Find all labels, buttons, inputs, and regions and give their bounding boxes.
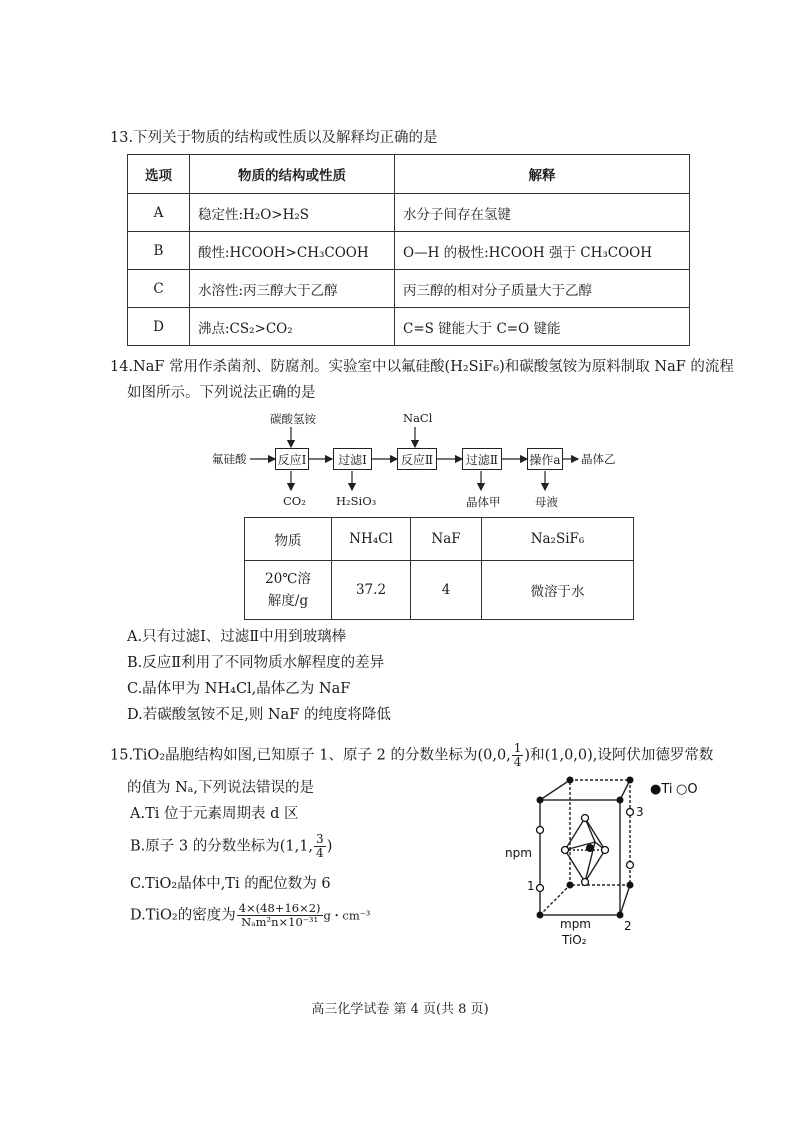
label-mpm: mpm: [560, 917, 591, 931]
q13-stem: 13.下列关于物质的结构或性质以及解释均正确的是: [110, 130, 438, 146]
ti-atom: [617, 797, 624, 804]
q14-header-naf: NaF: [411, 518, 482, 561]
q13-property-cell: 水溶性:丙三醇大于乙醇: [190, 270, 395, 308]
flow-output-h2sio3: H₂SiO₃: [336, 494, 377, 508]
fraction-numerator: 4×(48+16×2): [238, 901, 321, 915]
q13-explanation-cell: C=S 键能大于 C=O 键能: [395, 308, 690, 346]
q14-row-label-line1: 20℃溶: [265, 571, 311, 587]
flow-input-nacl: NaCl: [403, 411, 433, 425]
o-atom: [562, 847, 569, 854]
fraction-denominator: Nₐm²n×10⁻³¹: [241, 915, 319, 929]
label-npm: npm: [505, 846, 532, 860]
q15-stem-fraction: [512, 742, 524, 769]
q15-option-b-fraction: [314, 833, 326, 860]
flow-end-label: 晶体乙: [581, 452, 616, 466]
flow-box-operation-a: 操作a: [527, 448, 563, 470]
flow-box-filter2: 过滤Ⅱ: [462, 448, 502, 470]
q14-header-na2sif6: Na₂SiF₆: [482, 518, 634, 561]
flow-output-co2: CO₂: [283, 494, 306, 508]
q15-option-b-part-b: ): [326, 838, 333, 855]
o-atom: [537, 885, 544, 892]
o-atom: [627, 809, 634, 816]
q15-stem-line1: [110, 742, 713, 769]
q15-stem-line2: 的值为 Nₐ,下列说法错误的是: [127, 780, 314, 796]
q13-explanation-cell: 水分子间存在氢键: [395, 194, 690, 232]
ti-atom: [617, 912, 624, 919]
q13-option-cell: B: [128, 232, 190, 270]
cell-edge: [540, 885, 570, 915]
q14-value-na2sif6: 微溶于水: [482, 561, 634, 620]
label-atom-2: 2: [624, 919, 632, 933]
q13-property-cell: 稳定性:H₂O>H₂S: [190, 194, 395, 232]
q14-stem-line2: 如图所示。下列说法正确的是: [127, 385, 316, 401]
q14-stem-line1: 14.NaF 常用作杀菌剂、防腐剂。实验室中以氟硅酸(H₂SiF₆)和碳酸氢铵为原料制取 NaF 的流程: [110, 359, 734, 375]
q14-value-nh4cl: 37.2: [332, 561, 411, 620]
legend-o: ○O: [676, 782, 698, 797]
cell-edge: [620, 885, 630, 915]
label-atom-1: 1: [527, 879, 535, 893]
o-atom: [582, 815, 589, 822]
q13-option-cell: D: [128, 308, 190, 346]
q14-header-substance: 物质: [245, 518, 332, 561]
o-atom: [537, 827, 544, 834]
cell-front-face: [540, 800, 620, 915]
q13-header-explanation: 解释: [395, 155, 690, 194]
fraction-numerator: 3: [316, 832, 324, 846]
q14-option-d: D.若碳酸氢铵不足,则 NaF 的纯度将降低: [127, 707, 391, 723]
cell-edge: [540, 780, 570, 800]
table-row: [245, 561, 634, 620]
ti-atom: [567, 882, 574, 889]
o-atom: [627, 862, 634, 869]
flow-box-reaction1: 反应Ⅰ: [275, 448, 309, 470]
page-footer: 高三化学试卷 第 4 页(共 8 页): [311, 1002, 489, 1017]
q15-option-b-part-a: B.原子 3 的分数坐标为(1,1,: [130, 838, 314, 855]
q13-property-cell: 酸性:HCOOH>CH₃COOH: [190, 232, 395, 270]
q15-option-a: A.Ti 位于元素周期表 d 区: [130, 806, 299, 822]
q14-row-label-line2: 解度/g: [267, 593, 309, 609]
flow-start-label: 氟硅酸: [212, 452, 247, 466]
q13-explanation-cell: O—H 的极性:HCOOH 强于 CH₃COOH: [395, 232, 690, 270]
q15-density-fraction: [237, 902, 323, 929]
q15-option-c: C.TiO₂晶体中,Ti 的配位数为 6: [130, 876, 331, 892]
fraction-denominator: 4: [513, 755, 522, 769]
label-atom-3: 3: [636, 805, 644, 819]
fraction-denominator: 4: [316, 846, 324, 860]
flow-output-mother-liquor: 母液: [535, 495, 558, 509]
o-atom: [582, 879, 589, 886]
ti-atom-center: [586, 844, 594, 852]
fraction-numerator: 1: [513, 741, 522, 755]
ti-atom: [627, 777, 634, 784]
ti-atom: [627, 882, 634, 889]
q15-stem-part-a: 15.TiO₂晶胞结构如图,已知原子 1、原子 2 的分数坐标为(0,0,: [110, 747, 511, 764]
cell-back-face: [570, 780, 630, 885]
flow-arrows: [0, 0, 800, 520]
q14-row-label: [245, 561, 332, 620]
q14-solubility-table: [244, 517, 634, 620]
table-row: [245, 518, 634, 561]
q13-property-cell: 沸点:CS₂>CO₂: [190, 308, 395, 346]
flow-input-ammonium-bicarbonate: 碳酸氢铵: [270, 412, 316, 426]
ti-atom: [537, 797, 544, 804]
q14-option-a: A.只有过滤Ⅰ、过滤Ⅱ中用到玻璃棒: [127, 629, 347, 645]
q13-option-cell: A: [128, 194, 190, 232]
q15-option-d-unit: g・cm⁻³: [323, 908, 371, 923]
q14-header-nh4cl: NH₄Cl: [332, 518, 411, 561]
q13-header-option: 选项: [128, 155, 190, 194]
q14-option-c: C.晶体甲为 NH₄Cl,晶体乙为 NaF: [127, 681, 351, 697]
o-atom: [602, 847, 609, 854]
flow-box-reaction2: 反应Ⅱ: [397, 448, 437, 470]
ti-atom: [567, 777, 574, 784]
legend-ti: ●Ti: [650, 782, 673, 797]
q15-option-d-part-a: D.TiO₂的密度为: [130, 907, 236, 924]
q15-option-d: [130, 902, 370, 929]
q13-header-property: 物质的结构或性质: [190, 155, 395, 194]
figure-caption: TiO₂: [562, 933, 587, 947]
q14-option-b: B.反应Ⅱ利用了不同物质水解程度的差异: [127, 655, 385, 671]
q13-explanation-cell: 丙三醇的相对分子质量大于乙醇: [395, 270, 690, 308]
q15-option-b: [130, 833, 332, 860]
flow-output-crystal-a: 晶体甲: [466, 495, 501, 509]
q14-value-naf: 4: [411, 561, 482, 620]
tio2-unit-cell-drawing: [500, 770, 700, 950]
q13-option-cell: C: [128, 270, 190, 308]
q15-stem-part-b: )和(1,0,0),设阿伏加德罗常数: [524, 747, 714, 764]
ti-atom: [537, 912, 544, 919]
flow-box-filter1: 过滤Ⅰ: [333, 448, 372, 470]
